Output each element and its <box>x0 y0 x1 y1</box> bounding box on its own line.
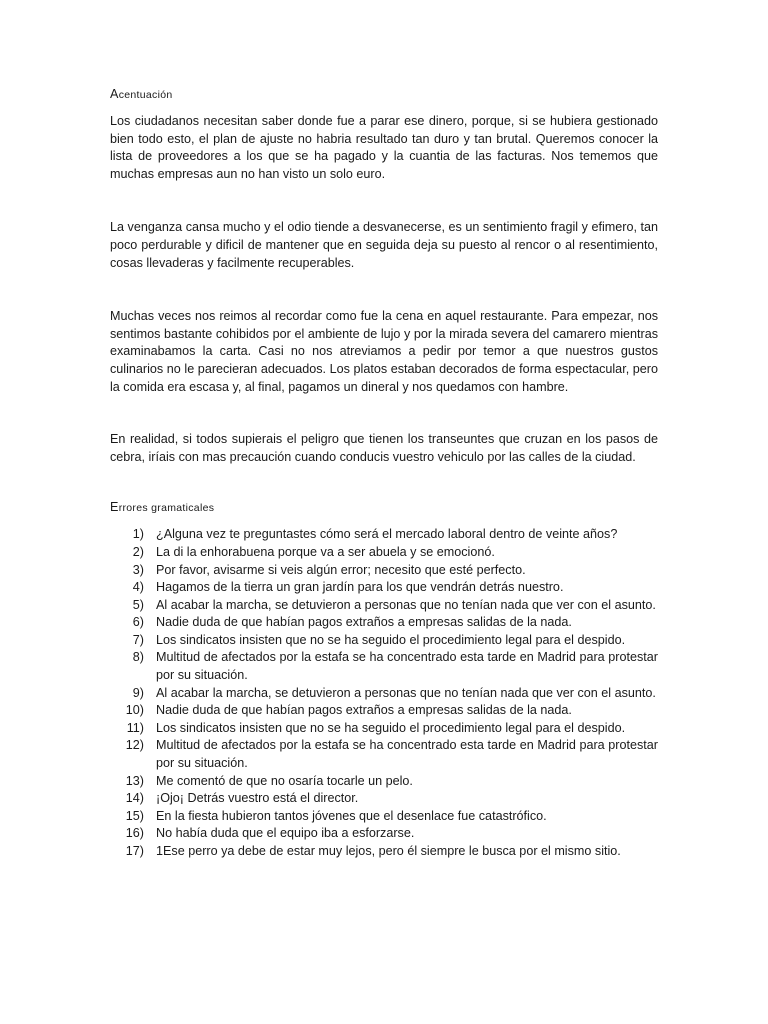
paragraph-3: Muchas veces nos reimos al recordar como fue la cena en aquel restaurante. Para empezar, nos sentimos bastante cohibidos por el ambiente de lujo y por la mirada severa del camarero mientras examinabamos la carta. Casi no nos atreviamos a pedir por temor a que nuestros gustos culinarios no le parecieran adecuados. Los platos estaban decorados de forma espectacular, pero la comida era escasa y, al final, pagamos un dineral y nos quedamos con hambre. <box>110 309 658 394</box>
acentuacion-heading: Acentuación <box>110 87 173 101</box>
list-item <box>110 737 658 772</box>
list-item <box>110 579 658 597</box>
list-item-text: Multitud de afectados por la estafa se ha concentrado esta tarde en Madrid para protestar por su situación. <box>156 650 658 683</box>
list-item-text: Me comentó de que no osaría tocarle un pelo. <box>156 773 413 788</box>
list-item-number: 5) <box>132 597 144 612</box>
list-item-number: 17) <box>125 844 144 858</box>
list-item-number: 3) <box>132 562 144 577</box>
list-item <box>110 790 658 808</box>
list-item <box>110 843 658 861</box>
list-item-text: La di la enhorabuena porque va a ser abuela y se emocionó. <box>156 544 495 559</box>
paragraph-4: En realidad, si todos supierais el peligro que tienen los transeuntes que cruzan en los pasos de cebra, iríais con mas precaución cuando conducis vuestro vehiculo por las calles de la ciudad. <box>110 432 658 464</box>
list-item-number: 10) <box>125 703 144 718</box>
list-item-text: 1Ese perro ya debe de estar muy lejos, pero él siempre le busca por el mismo sitio. <box>156 844 621 858</box>
list-item-text: Multitud de afectados por la estafa se ha concentrado esta tarde en Madrid para protestar por su situación. <box>156 738 658 771</box>
list-item <box>110 526 658 544</box>
list-item <box>110 544 658 562</box>
list-item-number: 1) <box>132 527 144 542</box>
list-item <box>110 720 658 738</box>
list-item-number: 14) <box>125 791 144 806</box>
list-item <box>110 649 658 684</box>
list-item-text: Hagamos de la tierra un gran jardín para los que vendrán detrás nuestro. <box>156 580 564 595</box>
list-item <box>110 685 658 703</box>
list-item-text: Los sindicatos insisten que no se ha seguido el procedimiento legal para el despido. <box>156 720 626 735</box>
list-item <box>110 597 658 615</box>
list-item-number: 16) <box>125 826 144 841</box>
list-item <box>110 825 658 843</box>
list-item <box>110 562 658 580</box>
list-item <box>110 808 658 826</box>
list-item <box>110 632 658 650</box>
list-item-number: 13) <box>125 773 144 788</box>
list-item-number: 9) <box>132 685 144 700</box>
list-item-number: 12) <box>125 738 144 753</box>
list-item <box>110 702 658 720</box>
document-content <box>110 86 658 861</box>
list-item <box>110 773 658 791</box>
errores-heading: Errores gramaticales <box>110 500 215 515</box>
list-item-text: Al acabar la marcha, se detuvieron a personas que no tenían nada que ver con el asunto. <box>156 597 656 612</box>
list-item-text: Nadie duda de que habían pagos extraños a empresas salidas de la nada. <box>156 703 572 718</box>
list-item-text: ¿Alguna vez te preguntastes cómo será el mercado laboral dentro de veinte años? <box>156 527 618 542</box>
list-item-number: 6) <box>132 615 144 630</box>
list-item-text: Nadie duda de que habían pagos extraños a empresas salidas de la nada. <box>156 615 572 630</box>
list-item-number: 7) <box>132 632 144 647</box>
list-item-text: ¡Ojo¡ Detrás vuestro está el director. <box>156 791 359 806</box>
list-item-text: Los sindicatos insisten que no se ha seguido el procedimiento legal para el despido. <box>156 632 626 647</box>
list-item-number: 8) <box>132 650 144 665</box>
paragraph-2: La venganza cansa mucho y el odio tiende a desvanecerse, es un sentimiento fragil y efimero, tan poco perdurable y dificil de mantener que en seguida deja su puesto al rencor o al resentimiento, cosas llevaderas y facilmente recuperables. <box>110 220 658 270</box>
errores-list <box>110 526 658 860</box>
list-item-number: 4) <box>132 580 144 595</box>
list-item-number: 15) <box>125 808 144 823</box>
list-item-number: 11) <box>126 720 144 735</box>
list-item-text: Al acabar la marcha, se detuvieron a personas que no tenían nada que ver con el asunto. <box>156 685 656 700</box>
list-item <box>110 614 658 632</box>
list-item-number: 2) <box>132 544 144 559</box>
paragraph-1: Los ciudadanos necesitan saber donde fue a parar ese dinero, porque, si se hubiera gestionado bien todo esto, el plan de ajuste no habria resultado tan duro y tan brutal. Queremos conocer la lista de proveedores a los que se ha pagado y la cuantia de las facturas. Nos tememos que muchas empresas aun no han visto un solo euro. <box>110 114 658 181</box>
list-item-text: Por favor, avisarme si veis algún error; necesito que esté perfecto. <box>156 562 526 577</box>
list-item-text: No había duda que el equipo iba a esforzarse. <box>156 826 415 841</box>
list-item-text: En la fiesta hubieron tantos jóvenes que el desenlace fue catastrófico. <box>156 808 547 823</box>
